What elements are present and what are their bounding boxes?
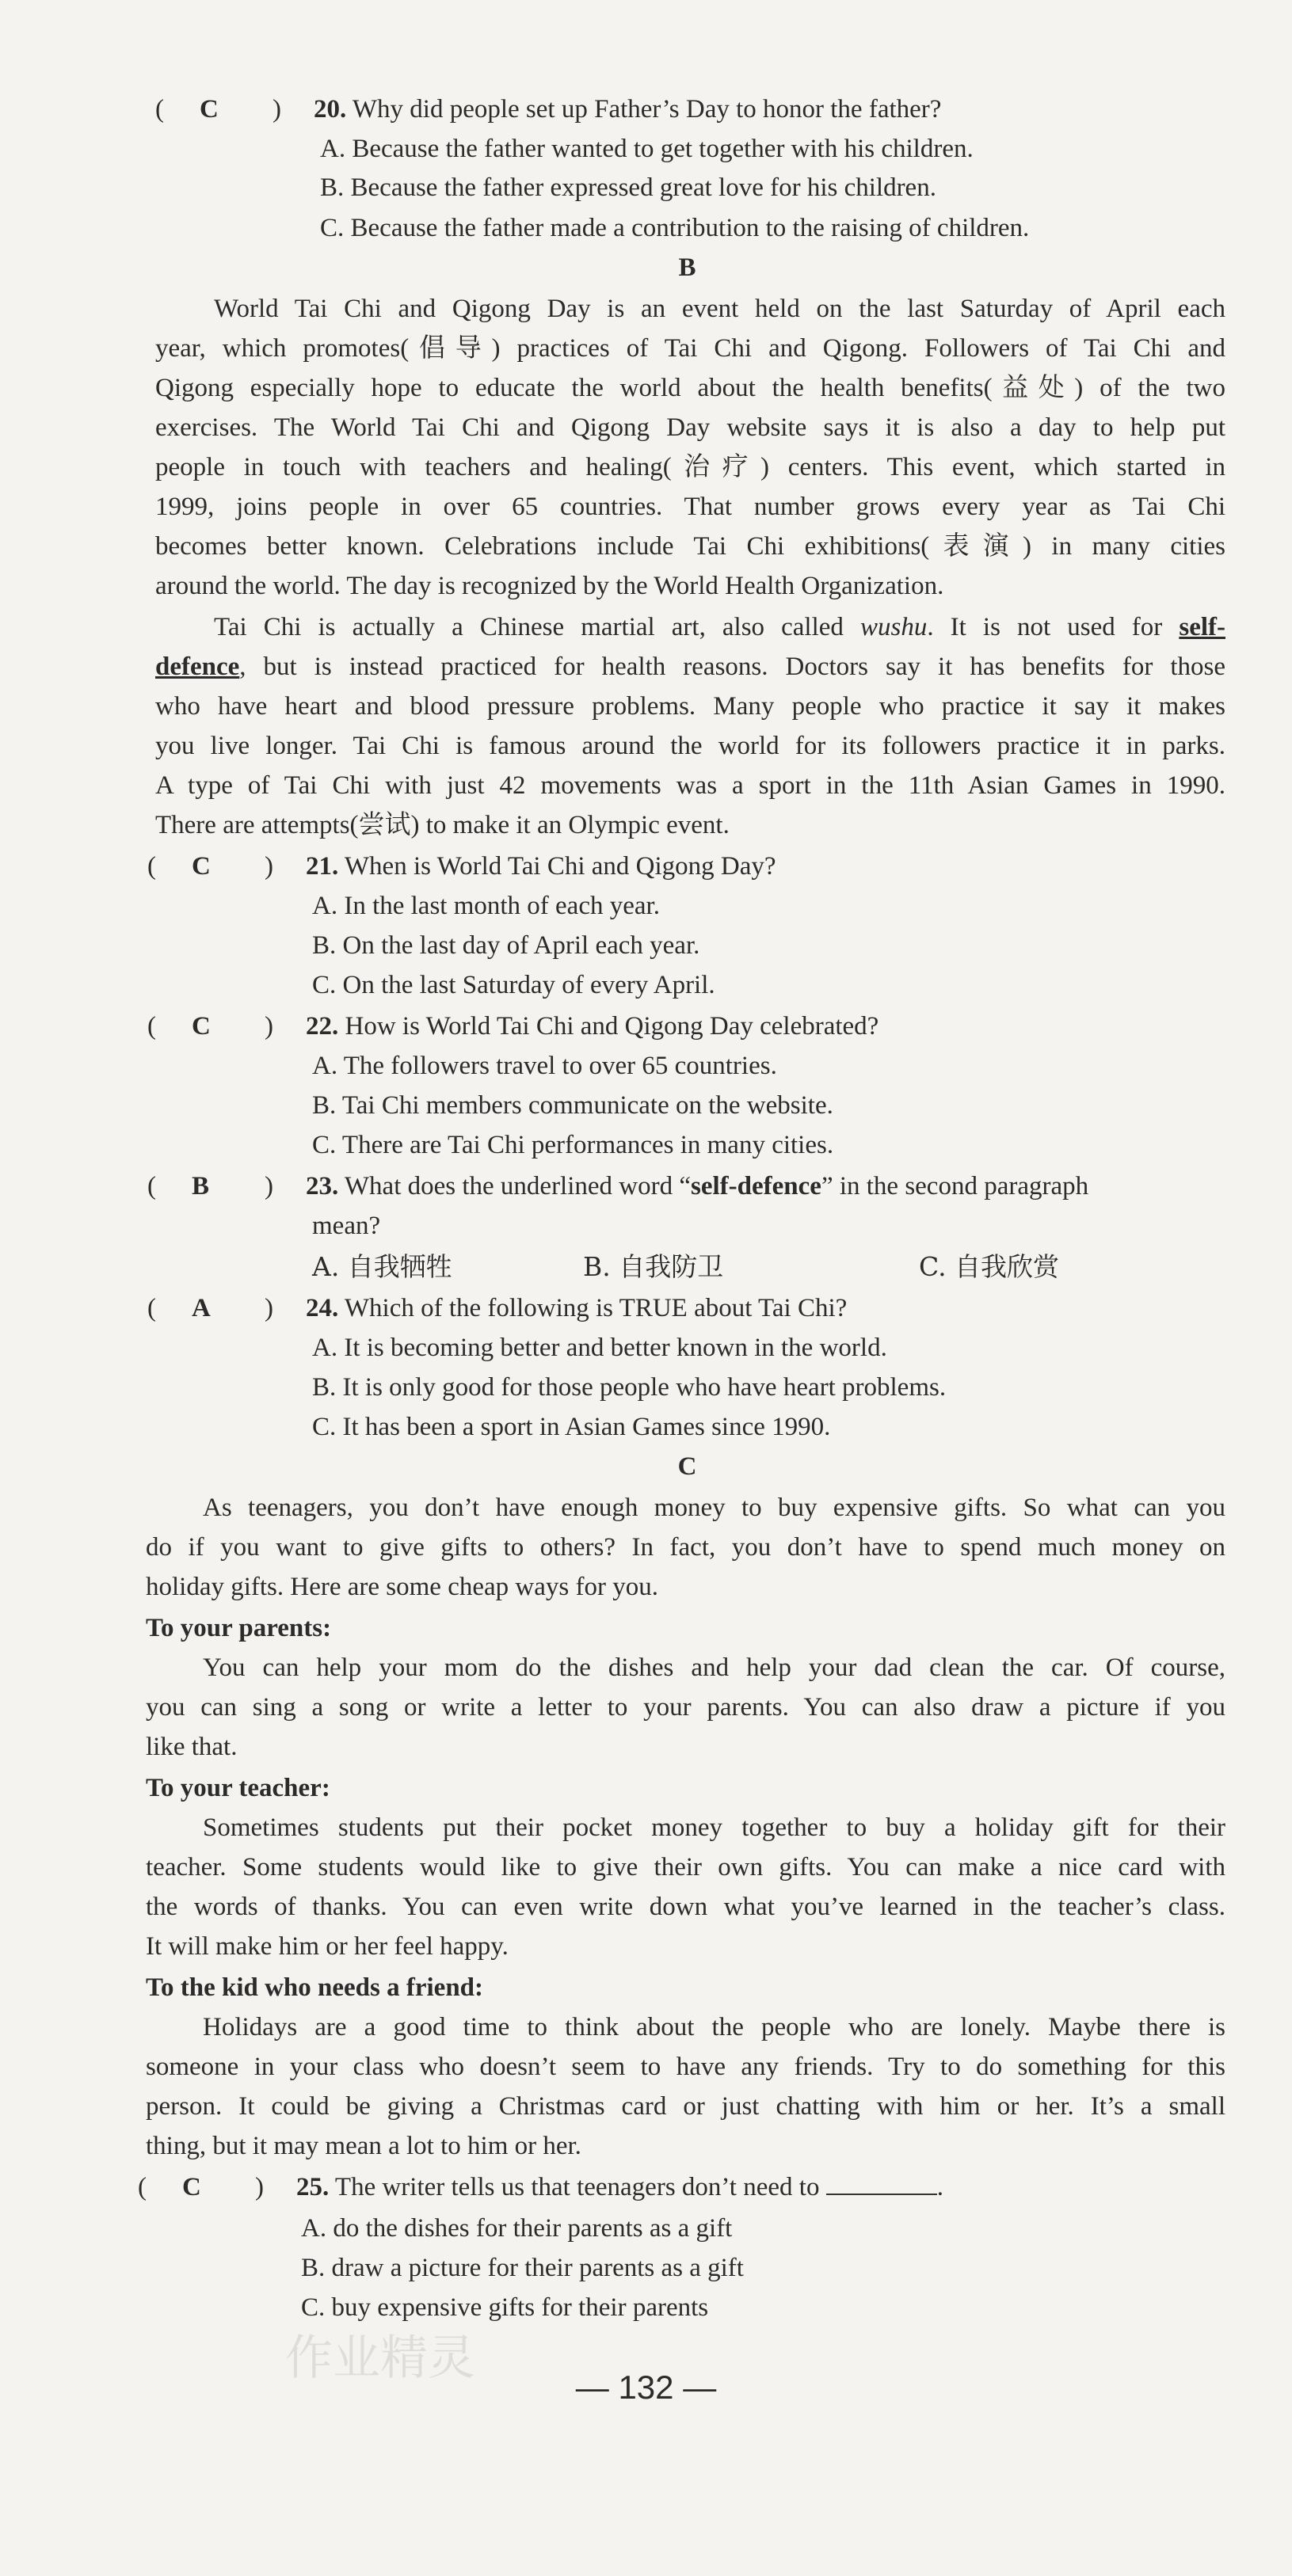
paragraph-line: becomes better known. Celebrations include Tai Chi exhibitions(表演) in many cities	[155, 532, 1225, 561]
paragraph-line: World Tai Chi and Qigong Day is an event held on the last Saturday of April each	[214, 295, 1225, 323]
question-text: Which of the following is TRUE about Tai Chi?	[344, 1294, 848, 1322]
paragraph-line: Holidays are a good time to think about the people who are lonely. Maybe there is	[203, 2013, 1225, 2041]
question-24	[147, 1292, 847, 1324]
question-number: 22.	[306, 1012, 339, 1041]
section-c-heading: C	[677, 1452, 697, 1481]
option-a: A. 自我牺牲	[312, 1251, 452, 1282]
option-c: C. There are Tai Chi performances in many cities.	[312, 1131, 834, 1159]
answer-letter: C	[192, 1012, 211, 1041]
option-b: B. On the last day of April each year.	[312, 931, 700, 960]
answer-paren: ( C )	[155, 95, 281, 124]
watermark: 作业精灵	[285, 2331, 475, 2386]
subheading-teacher: To your teacher:	[146, 1774, 330, 1802]
underlined-word: self-	[1179, 613, 1225, 641]
option-b: B. 自我防卫	[583, 1251, 724, 1282]
option-a: A. The followers travel to over 65 countries.	[312, 1052, 777, 1080]
question-21	[147, 850, 776, 882]
option-a: A. It is becoming better and better known in the world.	[312, 1334, 887, 1362]
paragraph-line: the words of thanks. You can even write down what you’ve learned in the teacher’s class.	[146, 1893, 1225, 1921]
page-number: — 132 —	[575, 2369, 717, 2406]
paragraph-line: A type of Tai Chi with just 42 movements was a sport in the 11th Asian Games in 1990.	[155, 771, 1225, 800]
paragraph-line: you live longer. Tai Chi is famous around the world for its followers practice it in parks.	[155, 732, 1225, 760]
question-number: 21.	[306, 852, 339, 881]
paragraph-line: exercises. The World Tai Chi and Qigong Day website says it is also a day to help put	[155, 413, 1225, 442]
paragraph-line: someone in your class who doesn’t seem to have any friends. Try to do something for this	[146, 2053, 1225, 2081]
option-b: B. draw a picture for their parents as a gift	[301, 2254, 744, 2282]
question-22	[147, 1010, 878, 1042]
section-b-heading: B	[678, 253, 696, 282]
answer-letter: C	[182, 2173, 201, 2201]
paragraph-line: thing, but it may mean a lot to him or her.	[146, 2132, 581, 2160]
answer-paren: ( B )	[147, 1172, 273, 1200]
paragraph-line: Sometimes students put their pocket money together to buy a holiday gift for their	[203, 1813, 1225, 1842]
paragraph-line: people in touch with teachers and healing(治疗) centers. This event, which started in	[155, 453, 1225, 481]
option-a: A. In the last month of each year.	[312, 892, 660, 920]
subheading-parents: To your parents:	[146, 1614, 332, 1642]
paragraph-line: like that.	[146, 1733, 238, 1761]
paragraph-line: There are attempts(尝试) to make it an Olympic event.	[155, 811, 730, 839]
option-a: A. do the dishes for their parents as a gift	[301, 2214, 733, 2243]
paragraph-line: teacher. Some students would like to give their own gifts. You can make a nice card with	[146, 1853, 1225, 1882]
option-c: C. Because the father made a contribution to the raising of children.	[320, 214, 1030, 242]
question-number: 25.	[296, 2173, 330, 2201]
paragraph-line: Tai Chi is actually a Chinese martial art, also called wushu. It is not used for self-	[214, 613, 1225, 641]
answer-letter: A	[192, 1294, 211, 1322]
answer-paren: ( A )	[147, 1294, 273, 1322]
question-text: When is World Tai Chi and Qigong Day?	[344, 852, 776, 881]
question-number: 24.	[306, 1294, 339, 1322]
answer-paren: ( C )	[147, 852, 273, 881]
option-a: A. Because the father wanted to get together with his children.	[320, 135, 974, 163]
option-c: C. On the last Saturday of every April.	[312, 971, 715, 999]
question-number: 23.	[306, 1172, 339, 1200]
question-25: ( C ) 25. The writer tells us that teenagers don’t need to .	[138, 2173, 943, 2201]
option-c: C. It has been a sport in Asian Games since 1990.	[312, 1413, 831, 1441]
question-23: ( B ) 23. What does the underlined word “self-defence” in the second paragraph	[147, 1172, 1089, 1200]
paragraph-line: year, which promotes(倡导) practices of Tai Chi and Qigong. Followers of Tai Chi and	[155, 334, 1225, 363]
option-b: B. Tai Chi members communicate on the website.	[312, 1091, 833, 1120]
answer-paren: ( C )	[138, 2173, 264, 2201]
paragraph-line: 1999, joins people in over 65 countries. That number grows every year as Tai Chi	[155, 493, 1225, 521]
option-b: B. Because the father expressed great love for his children.	[320, 173, 936, 202]
paragraph-line: you can sing a song or write a letter to your parents. You can also draw a picture if you	[146, 1693, 1225, 1722]
paragraph-line: It will make him or her feel happy.	[146, 1932, 509, 1961]
option-c: C. 自我欣赏	[919, 1251, 1060, 1282]
paragraph-line: person. It could be giving a Christmas card or just chatting with him or her. It’s a small	[146, 2092, 1225, 2121]
answer-paren: ( C )	[147, 1012, 273, 1041]
underlined-word: defence	[155, 653, 240, 681]
question-20	[155, 93, 941, 125]
question-text-cont: mean?	[312, 1212, 381, 1240]
paragraph-line: holiday gifts. Here are some cheap ways for you.	[146, 1573, 658, 1601]
question-text: How is World Tai Chi and Qigong Day celebrated?	[345, 1012, 879, 1041]
answer-letter: B	[192, 1172, 210, 1200]
option-b: B. It is only good for those people who have heart problems.	[312, 1373, 947, 1402]
option-c: C. buy expensive gifts for their parents	[301, 2293, 709, 2322]
question-text: Why did people set up Father’s Day to honor the father?	[352, 95, 942, 124]
subheading-friend: To the kid who needs a friend:	[146, 1973, 484, 2002]
answer-blank[interactable]	[826, 2171, 937, 2195]
question-text: The writer tells us that teenagers don’t need to	[334, 2173, 826, 2201]
answer-letter: C	[192, 852, 211, 881]
paragraph-line: do if you want to give gifts to others? In fact, you don’t have to spend much money on	[146, 1533, 1225, 1562]
question-number: 20.	[314, 95, 347, 124]
paragraph-line: who have heart and blood pressure problems. Many people who practice it say it makes	[155, 692, 1225, 721]
paragraph-line: Qigong especially hope to educate the world about the health benefits(益处) of the two	[155, 374, 1225, 402]
quoted-word: self-defence	[691, 1172, 821, 1200]
paragraph-line: defence, but is instead practiced for health reasons. Doctors say it has benefits for those	[155, 653, 1225, 681]
paragraph-line: As teenagers, you don’t have enough money to buy expensive gifts. So what can you	[203, 1493, 1225, 1522]
paragraph-line: around the world. The day is recognized by the World Health Organization.	[155, 572, 944, 600]
answer-letter: C	[200, 95, 219, 124]
paragraph-line: You can help your mom do the dishes and help your dad clean the car. Of course,	[203, 1653, 1225, 1682]
